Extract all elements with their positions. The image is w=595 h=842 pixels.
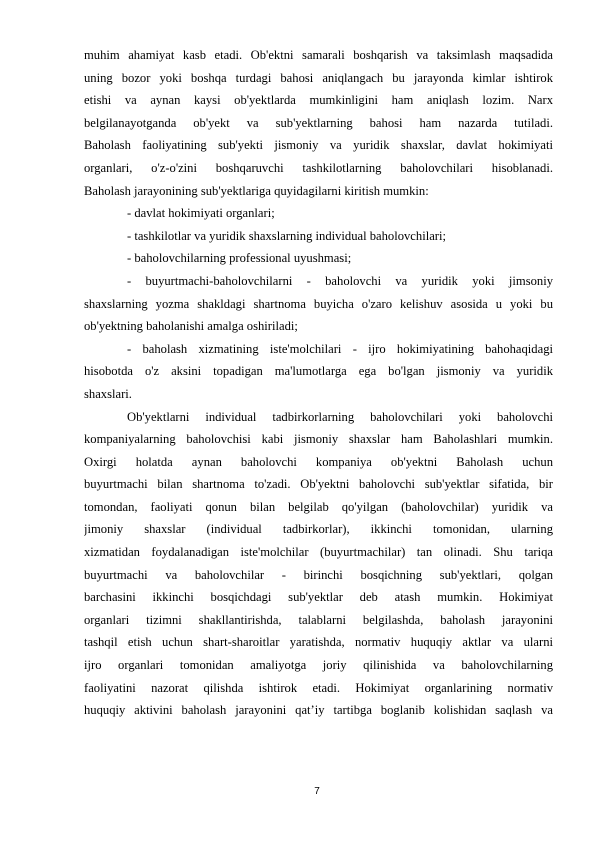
text-line: faoliyatini nazorat qilishda ishtirok etadi. Hokimiyat organlarining normativ	[84, 680, 553, 695]
text-line: Baholash jarayonining sub'yektlariga quyidagilarni kiritish mumkin:	[84, 183, 429, 198]
text-line: organlari tizimni shakllantirishda, talablarni belgilashda, baholash jarayonini	[84, 612, 553, 627]
text-line: kompaniyalarning baholovchisi kabi jismoniy shaxslar ham Baholashlari mumkin.	[84, 432, 553, 447]
text-line: etishi va aynan kaysi ob'yektlarda mumkinligini ham aniqlash lozim. Narx	[84, 93, 553, 108]
text-line: belgilanayotganda ob'yekt va sub'yektlarning bahosi ham nazarda tutiladi.	[84, 115, 553, 130]
text-line: ob'yektning baholanishi amalga oshiriladi;	[84, 319, 298, 334]
text-line: - tashkilotlar va yuridik shaxslarning individual baholovchilari;	[127, 228, 446, 243]
text-line: ijro organlari tomonidan amaliyotga joriy qilinishida va baholovchilarning	[84, 658, 553, 673]
text-line: xizmatidan foydalanadigan iste'molchilar (buyurtmachilar) tan olinadi. Shu tariqa	[84, 545, 553, 560]
text-line: tomondan, faoliyati qonun bilan belgilab qo'yilgan (baholovchilar) yuridik va	[84, 499, 553, 514]
text-line: jimoniy shaxslar (individual tadbirkorlar), ikkinchi tomonidan, ularning	[84, 522, 553, 537]
text-line: muhim ahamiyat kasb etadi. Ob'ektni samarali boshqarish va taksimlash maqsadida	[84, 48, 553, 62]
text-line: buyurtmachi bilan shartnoma to'zadi. Ob'yektni baholovchi sub'yektlar sifatida, bir	[84, 477, 553, 492]
text-line: hisobotda o'z aksini topadigan ma'lumotlarga ega bo'lgan jismoniy va yuridik	[84, 364, 553, 379]
document-body	[84, 44, 553, 722]
text-line: uning bozor yoki boshqa turdagi bahosi aniqlangach bu jarayonda kimlar ishtirok	[84, 70, 553, 85]
text-line: Baholash faoliyatining sub'yekti jismoniy va yuridik shaxslar, davlat hokimiyati	[84, 138, 553, 153]
text-line: - baholovchilarning professional uyushmasi;	[127, 251, 352, 266]
text-line: - davlat hokimiyati organlari;	[127, 206, 275, 221]
page-number: 7	[314, 786, 320, 797]
text-line: barchasini ikkinchi bosqichdagi sub'yektlar deb atash mumkin. Hokimiyat	[84, 590, 553, 605]
text-line: buyurtmachi va baholovchilar - birinchi bosqichning sub'yektlari, qolgan	[84, 567, 553, 582]
text-line: - baholash xizmatining iste'molchilari - ijro hokimiyatining bahohaqidagi	[127, 341, 553, 356]
text-line: Oxirgi holatda aynan baholovchi kompaniya ob'yektni Baholash uchun	[84, 454, 553, 469]
text-line: organlari, o'z-o'zini boshqaruvchi tashkilotlarning baholovchilari hisoblanadi.	[84, 160, 553, 175]
text-line: tashqil etish uchun shart-sharoitlar yaratishda, normativ huquqiy aktlar va ularni	[84, 635, 553, 650]
text-line: - buyurtmachi-baholovchilarni - baholovchi va yuridik yoki jimsoniy	[127, 273, 553, 288]
text-line: shaxslari.	[84, 386, 132, 401]
text-line: Ob'yektlarni individual tadbirkorlarning baholovchilari yoki baholovchi	[127, 409, 553, 424]
text-line: shaxslarning yozma shakldagi shartnoma buyicha o'zaro kelishuv asosida u yoki bu	[84, 296, 553, 311]
text-line: huquqiy aktivini baholash jarayonini qat’iy tartibga boglanib kolishidan saqlash va	[84, 703, 553, 718]
